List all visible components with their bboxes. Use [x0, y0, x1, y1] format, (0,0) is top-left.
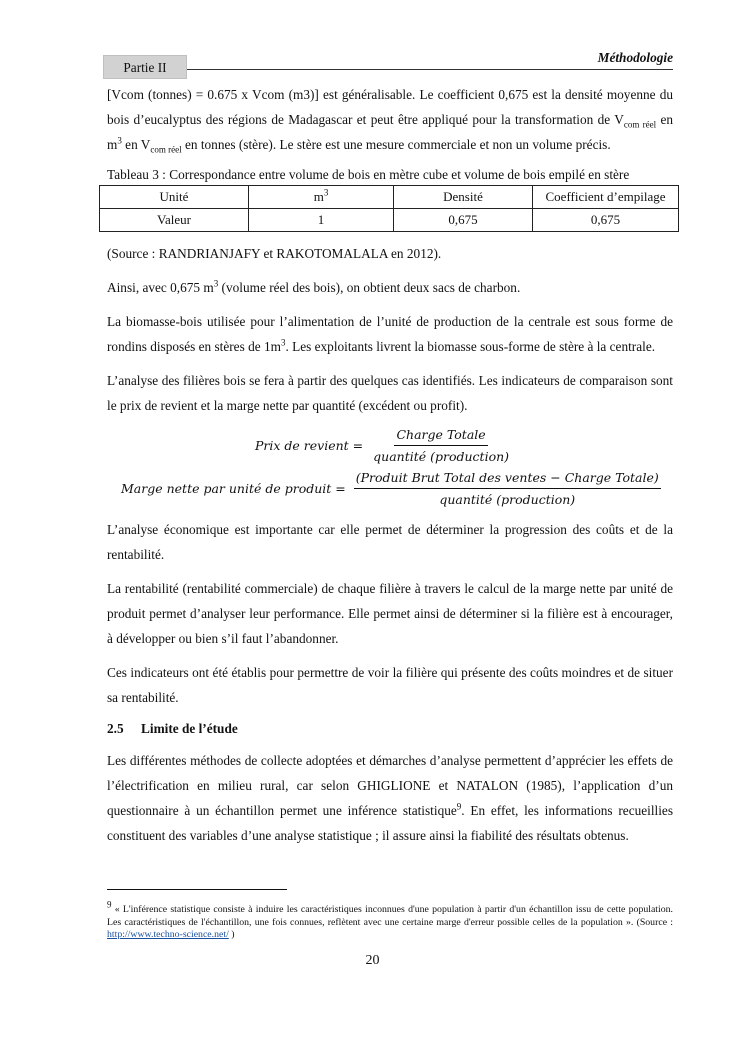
paragraph-economic: L’analyse économique est importante car elle permet de déterminer la progression des coûts et de la rentabilité.	[107, 522, 673, 562]
formula-lhs: Marge nette par unité de produit =	[121, 481, 346, 496]
formula-lhs: Prix de revient =	[255, 438, 364, 453]
part-tab	[103, 55, 187, 79]
table-row	[100, 209, 679, 232]
formula-denominator: quantité (production)	[439, 492, 576, 507]
paragraph-biomass: La biomasse-bois utilisée pour l’alimentation de l’unité de production de la centrale est sous forme de rondins disposés en stères de $1m^3$. Les exploitants livrent la biomasse sous-forme de stère à la centrale.	[107, 314, 673, 354]
section-number: 2.5	[107, 721, 124, 736]
table-header-cell: Densité	[394, 186, 533, 209]
table-cell: 0,675	[394, 209, 533, 232]
page-number: 20	[365, 953, 380, 968]
section-header-title: Méthodologie	[597, 50, 673, 65]
table-cell: Valeur	[100, 209, 249, 232]
footnote-marker: 9	[107, 899, 112, 910]
formula-denominator: quantité (production)	[373, 449, 510, 464]
table-cell: 1	[249, 209, 394, 232]
formula-net-margin	[107, 470, 673, 507]
formula-fraction	[354, 470, 661, 507]
table-header-cell: Coefficient d’empilage	[533, 186, 679, 209]
paragraph-charcoal: Ainsi, avec 0,675 $m^3$ (volume réel des bois), on obtient deux sacs de charbon.	[107, 278, 521, 295]
footnote-rule	[107, 889, 287, 890]
formula-numerator: (Produit Brut Total des ventes − Charge Totale)	[354, 470, 661, 489]
formula-fraction	[371, 427, 511, 464]
page-content	[107, 82, 673, 857]
table-header-cell: $m^3$	[249, 186, 394, 209]
section-heading	[107, 719, 673, 739]
header-rule	[187, 69, 673, 70]
footnote: $^9$ « L'inférence statistique consiste à induire les caractéristiques inconnues d'une population à partir d'un échantillon issu de cette population. Les caractéristiques de l'échantillon, une fois connues, reflètent avec une certaine marge d'erreur possible celles de la population ». (Source : http://www.techno-science.net/ )	[107, 899, 673, 940]
formula-cost-price	[107, 427, 673, 464]
part-label: Partie II	[123, 60, 167, 75]
paragraph-analysis: L’analyse des filières bois se fera à partir des quelques cas identifiés. Les indicateurs de comparaison sont le prix de revient et la marge nette par quantité (excédent ou profit).	[107, 373, 673, 413]
footnote-link[interactable]: http://www.techno-science.net/	[107, 929, 229, 940]
paragraph-profitability: La rentabilité (rentabilité commerciale) de chaque filière à travers le calcul de la marge nette par unité de produit permet d’analyser leur performance. Elle permet ainsi de déterminer si la filière est à encourager, à développer ou bien s’il faut l’abandonner.	[107, 581, 673, 646]
paragraph-conversion: [Vcom (tonnes) = 0.675 x Vcom (m3)] est généralisable. Le coefficient 0,675 est la densité moyenne du bois d’eucalyptus des régions de Madagascar et peut être appliqué pour la transformation de $V_{com réel}$ en $m^3$ en $V_{com réel}$ en tonnes (stère). Le stère est une mesure commerciale et non un volume précis.	[107, 87, 673, 155]
paragraph-limits: Les différentes méthodes de collecte adoptées et démarches d’analyse permettent d’apprécier les effets de l’électrification en milieu rural, car selon GHIGLIONE et NATALON (1985), l’application d’un questionnaire à un échantillon permet une inférence statistique$^9$. En effet, les informations recueillies constituent des variables d’une analyse statistique ; il assure ainsi la fiabilité des résultats obtenus.	[107, 753, 674, 843]
correspondence-table	[99, 185, 679, 232]
source-note: (Source : RANDRIANJAFY et RAKOTOMALALA en 2012).	[107, 246, 442, 261]
table-header-row	[100, 186, 679, 209]
section-title: Limite de l’étude	[141, 721, 238, 736]
table-cell: 0,675	[533, 209, 679, 232]
table-header-cell: Unité	[100, 186, 249, 209]
paragraph-indicators: Ces indicateurs ont été établis pour permettre de voir la filière qui présente des coûts moindres et de situer sa rentabilité.	[107, 665, 673, 705]
table-caption: Tableau 3 : Correspondance entre volume de bois en mètre cube et volume de bois empilé en stère	[107, 167, 630, 182]
formula-numerator: Charge Totale	[394, 427, 487, 446]
